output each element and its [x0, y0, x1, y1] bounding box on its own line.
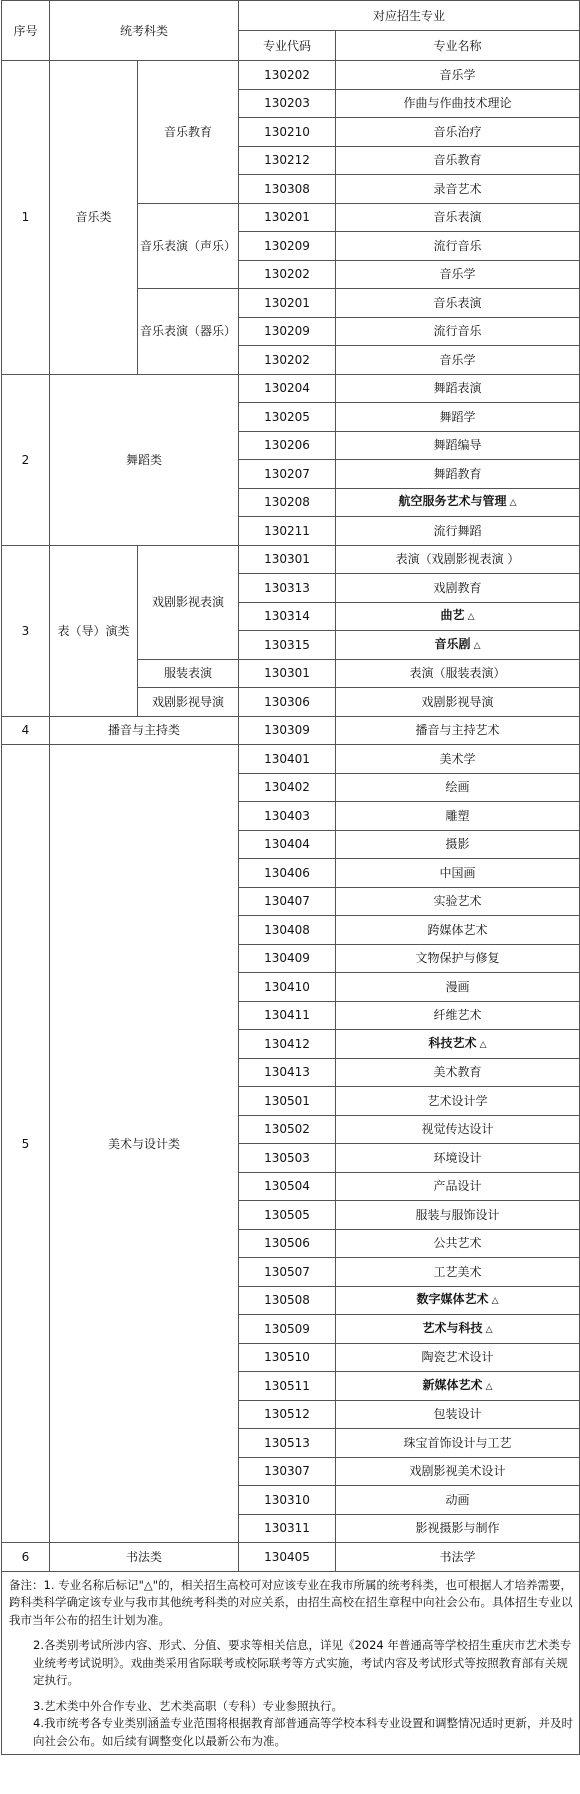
major-name-text: 作曲与作曲技术理论: [403, 96, 512, 111]
table-row: [2, 745, 580, 774]
major-code: 130211: [239, 517, 336, 546]
major-name-text: 舞蹈教育: [433, 466, 482, 481]
major-name-text: 动画: [445, 1492, 470, 1507]
major-code: 130410: [239, 973, 336, 1002]
major-name-text: 摄影: [445, 837, 470, 852]
major-code: 130209: [239, 232, 336, 261]
major-name: [336, 488, 580, 517]
major-name: [336, 1144, 580, 1173]
major-name: [336, 146, 580, 175]
table-row: [2, 374, 580, 403]
major-name: [336, 374, 580, 403]
major-name-text: 音乐学: [439, 67, 476, 82]
major-name: [336, 232, 580, 261]
major-name: [336, 688, 580, 717]
major-name-text: 雕塑: [445, 808, 470, 823]
major-name-text: 戏剧影视美术设计: [409, 1464, 506, 1479]
subgroup-name: 音乐表演（声乐）: [138, 203, 239, 289]
major-name-text: 公共艺术: [433, 1236, 482, 1251]
major-name: [336, 118, 580, 147]
major-name-text: 流行音乐: [433, 238, 482, 253]
category-name: 书法类: [50, 1543, 239, 1572]
major-name-text: 新媒体艺术: [422, 1377, 483, 1392]
major-name-text: 舞蹈编导: [433, 438, 482, 453]
major-code: 130308: [239, 175, 336, 204]
category-name: 表（导）演类: [50, 545, 138, 716]
note-3: 3.艺术类中外合作专业、艺术类高职（专科）专业参照执行。: [33, 1698, 343, 1713]
major-name: [336, 260, 580, 289]
major-code: 130301: [239, 659, 336, 688]
major-code: 130309: [239, 716, 336, 745]
major-name: [336, 289, 580, 318]
major-name-text: 曲艺: [440, 608, 465, 623]
major-name: [336, 916, 580, 945]
subgroup-name: 服装表演: [138, 659, 239, 688]
major-code: 130310: [239, 1486, 336, 1515]
major-name: [336, 830, 580, 859]
table-header: [2, 1, 580, 61]
major-name-text: 艺术设计学: [427, 1093, 488, 1108]
table-row: [2, 1543, 580, 1572]
major-name: [336, 545, 580, 574]
major-name: [336, 1229, 580, 1258]
major-code: 130413: [239, 1058, 336, 1087]
major-name: [336, 602, 580, 631]
major-code: 130205: [239, 403, 336, 432]
major-name: [336, 1286, 580, 1315]
major-code: 130314: [239, 602, 336, 631]
header-code: 专业代码: [239, 31, 336, 61]
category-seq: 3: [2, 545, 50, 716]
major-name: [336, 61, 580, 90]
major-code: 130307: [239, 1457, 336, 1486]
major-code: 130512: [239, 1400, 336, 1429]
major-name: [336, 1172, 580, 1201]
major-name: [336, 659, 580, 688]
major-name-text: 服装与服饰设计: [415, 1207, 500, 1222]
major-code: 130209: [239, 317, 336, 346]
triangle-mark-icon: △: [467, 612, 475, 623]
major-name: [336, 1001, 580, 1030]
major-name: [336, 802, 580, 831]
table-row: [2, 61, 580, 90]
major-name: [336, 1315, 580, 1344]
major-code: 130504: [239, 1172, 336, 1201]
major-code: 130503: [239, 1144, 336, 1173]
major-name-text: 包装设计: [433, 1407, 482, 1422]
major-name: [336, 1400, 580, 1429]
major-name-text: 航空服务艺术与管理: [398, 494, 507, 509]
major-code: 130411: [239, 1001, 336, 1030]
major-name-text: 漫画: [445, 979, 470, 994]
major-name-text: 珠宝首饰设计与工艺: [403, 1435, 512, 1450]
major-code: 130306: [239, 688, 336, 717]
triangle-mark-icon: △: [479, 1039, 487, 1050]
major-name-text: 音乐表演: [433, 295, 482, 310]
major-name: [336, 89, 580, 118]
major-name-text: 播音与主持艺术: [415, 723, 500, 738]
major-name-text: 实验艺术: [433, 894, 482, 909]
subgroup-name: 戏剧影视表演: [138, 545, 239, 659]
major-code: 130204: [239, 374, 336, 403]
major-code: 130311: [239, 1514, 336, 1543]
major-name-text: 音乐表演: [433, 210, 482, 225]
major-name: [336, 773, 580, 802]
triangle-mark-icon: △: [485, 1381, 493, 1392]
major-name-text: 纤维艺术: [433, 1008, 482, 1023]
major-name: [336, 887, 580, 916]
header-category: 统考科类: [50, 1, 239, 61]
major-code: 130506: [239, 1229, 336, 1258]
major-name-text: 表演（服装表演）: [409, 666, 506, 681]
major-name-text: 美术学: [439, 751, 476, 766]
major-code: 130202: [239, 61, 336, 90]
major-code: 130510: [239, 1343, 336, 1372]
major-name-text: 舞蹈学: [439, 409, 476, 424]
major-name-text: 戏剧影视导演: [421, 694, 494, 709]
subgroup-name: 音乐表演（器乐）: [138, 289, 239, 375]
major-code: 130507: [239, 1258, 336, 1287]
major-code: 130201: [239, 289, 336, 318]
major-name-text: 舞蹈表演: [433, 381, 482, 396]
subgroup-name: 戏剧影视导演: [138, 688, 239, 717]
major-code: 130402: [239, 773, 336, 802]
major-code: 130208: [239, 488, 336, 517]
notes-section: [1, 1572, 580, 1756]
major-name: [336, 1030, 580, 1059]
major-name: [336, 944, 580, 973]
major-code: 130315: [239, 631, 336, 660]
major-name: [336, 1058, 580, 1087]
category-name: 音乐类: [50, 61, 138, 375]
table-row: [2, 716, 580, 745]
major-name-text: 绘画: [445, 780, 470, 795]
category-name: 播音与主持类: [50, 716, 239, 745]
major-code: 130212: [239, 146, 336, 175]
triangle-mark-icon: △: [485, 1324, 493, 1335]
note-2: 2.各类别考试所涉内容、形式、分值、要求等相关信息，详见《2024 年普通高等学校招生重庆市艺术类专业统考考试说明》。戏曲类采用省际联考或校际联考等方式实施，考试内容及考试形式等按照教育部有关规定执行。: [33, 1638, 572, 1687]
major-name: [336, 203, 580, 232]
note-1: 备注：1. 专业名称后标记"△"的，相关招生高校可对应该专业在我市所属的统考科类，也可根据人才培养需要，跨科类科学确定该专业与我市其他统考科类的对应关系，由招生高校在招生章程中向社会公布。具体招生专业以我市当年公布的招生计划为准。: [9, 1577, 573, 1627]
major-name-text: 视觉传达设计: [421, 1122, 494, 1137]
major-name: [336, 973, 580, 1002]
major-name-text: 影视摄影与制作: [415, 1521, 500, 1536]
major-code: 130404: [239, 830, 336, 859]
category-name: 舞蹈类: [50, 374, 239, 545]
major-name-text: 艺术与科技: [422, 1320, 483, 1335]
category-seq: 2: [2, 374, 50, 545]
major-code: 130313: [239, 574, 336, 603]
major-name: [336, 460, 580, 489]
major-name: [336, 1372, 580, 1401]
major-code: 130409: [239, 944, 336, 973]
major-code: 130407: [239, 887, 336, 916]
category-seq: 6: [2, 1543, 50, 1572]
major-name: [336, 403, 580, 432]
header-target: 对应招生专业: [239, 1, 580, 31]
table-body: [2, 61, 580, 1572]
major-code: 130203: [239, 89, 336, 118]
header-name: 专业名称: [336, 31, 580, 61]
major-name: [336, 859, 580, 888]
category-seq: 4: [2, 716, 50, 745]
note-4: 4.我市统考各专业类别涵盖专业范围将根据教育部普通高等学校本科专业设置和调整情况适时更新，并及时向社会公布。如后续有调整变化以最新公布为准。: [33, 1716, 573, 1748]
major-name-text: 戏剧教育: [433, 580, 482, 595]
major-name-text: 文物保护与修复: [415, 951, 500, 966]
major-code: 130505: [239, 1201, 336, 1230]
major-name-text: 音乐学: [439, 352, 476, 367]
major-name-text: 音乐教育: [433, 153, 482, 168]
major-name-text: 跨媒体艺术: [427, 922, 488, 937]
major-name: [336, 346, 580, 375]
major-name-text: 流行舞蹈: [433, 523, 482, 538]
major-code: 130401: [239, 745, 336, 774]
major-name-text: 中国画: [439, 865, 476, 880]
major-name-text: 数字媒体艺术: [416, 1292, 489, 1307]
major-name-text: 音乐剧: [434, 636, 471, 651]
major-code: 130202: [239, 346, 336, 375]
major-code: 130502: [239, 1115, 336, 1144]
major-name: [336, 1457, 580, 1486]
major-code: 130408: [239, 916, 336, 945]
header-seq: 序号: [2, 1, 50, 61]
major-code: 130513: [239, 1429, 336, 1458]
major-name-text: 科技艺术: [428, 1035, 477, 1050]
major-code: 130403: [239, 802, 336, 831]
major-name: [336, 1543, 580, 1572]
major-name: [336, 1087, 580, 1116]
category-name: 美术与设计类: [50, 745, 239, 1543]
major-name: [336, 1258, 580, 1287]
major-name-text: 书法学: [439, 1549, 476, 1564]
major-name: [336, 1514, 580, 1543]
major-name: [336, 574, 580, 603]
major-name-text: 美术教育: [433, 1065, 482, 1080]
major-code: 130508: [239, 1286, 336, 1315]
major-name: [336, 1115, 580, 1144]
major-name: [336, 517, 580, 546]
major-code: 130210: [239, 118, 336, 147]
major-table: [1, 0, 580, 1572]
major-name: [336, 175, 580, 204]
major-name: [336, 317, 580, 346]
major-code: 130206: [239, 431, 336, 460]
major-code: 130406: [239, 859, 336, 888]
category-seq: 1: [2, 61, 50, 375]
major-name-text: 陶瓷艺术设计: [421, 1350, 494, 1365]
major-code: 130412: [239, 1030, 336, 1059]
triangle-mark-icon: △: [509, 498, 517, 509]
major-name-text: 环境设计: [433, 1150, 482, 1165]
table-row: [2, 545, 580, 574]
major-code: 130202: [239, 260, 336, 289]
major-name-text: 音乐治疗: [433, 124, 482, 139]
major-name: [336, 716, 580, 745]
major-name: [336, 1429, 580, 1458]
triangle-mark-icon: △: [473, 640, 481, 651]
major-code: 130201: [239, 203, 336, 232]
major-name: [336, 1486, 580, 1515]
major-name-text: 产品设计: [433, 1179, 482, 1194]
major-code: 130501: [239, 1087, 336, 1116]
major-name-text: 音乐学: [439, 267, 476, 282]
category-seq: 5: [2, 745, 50, 1543]
major-code: 130511: [239, 1372, 336, 1401]
major-code: 130509: [239, 1315, 336, 1344]
major-code: 130207: [239, 460, 336, 489]
major-code: 130301: [239, 545, 336, 574]
subgroup-name: 音乐教育: [138, 61, 239, 204]
major-name: [336, 431, 580, 460]
major-name-text: 录音艺术: [433, 181, 482, 196]
major-name: [336, 1343, 580, 1372]
major-name: [336, 745, 580, 774]
major-name: [336, 1201, 580, 1230]
major-name-text: 工艺美术: [433, 1264, 482, 1279]
major-name-text: 流行音乐: [433, 324, 482, 339]
major-name-text: 表演（戏剧影视表演 ）: [395, 552, 520, 567]
major-code: 130405: [239, 1543, 336, 1572]
major-name: [336, 631, 580, 660]
triangle-mark-icon: △: [491, 1296, 499, 1307]
